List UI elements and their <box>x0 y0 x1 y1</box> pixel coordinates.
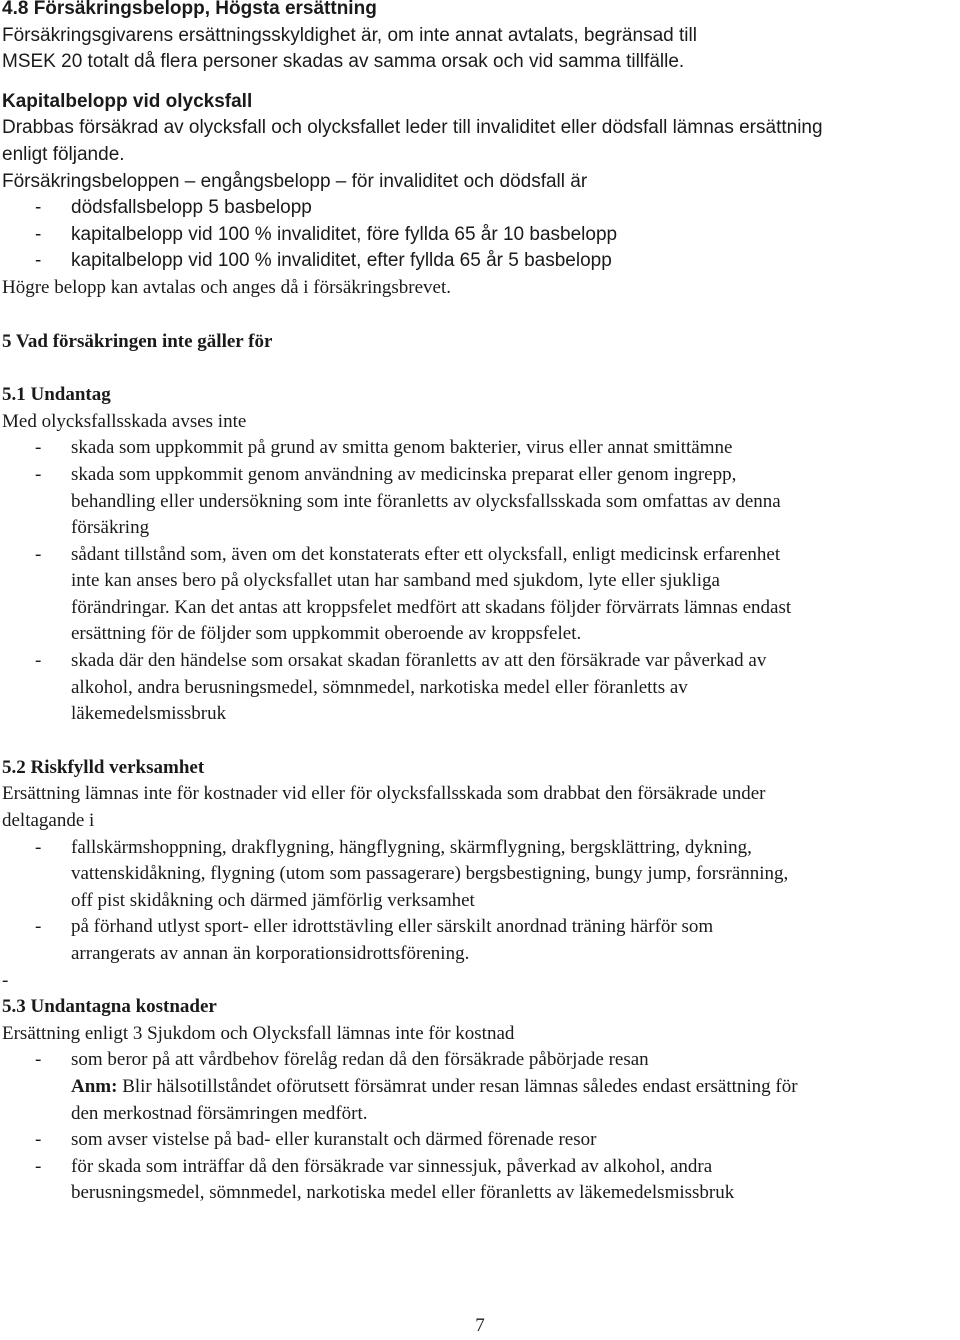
list-marker: - <box>35 250 42 272</box>
list-marker: - <box>35 916 42 938</box>
list-item-text: arrangerats av annan än korporationsidrottsförening. <box>71 943 470 964</box>
list-marker: - <box>35 543 42 565</box>
list-item-text: alkohol, andra berusningsmedel, sömnmedel, narkotiska medel eller föranletts av <box>71 676 688 698</box>
list-item <box>2 914 958 967</box>
paragraph-line: Högre belopp kan avtalas och anges då i försäkringsbrevet. <box>2 276 451 298</box>
list-item-text: försäkring <box>71 517 150 539</box>
note-label: Anm: <box>71 1075 118 1097</box>
list-marker: - <box>35 197 42 219</box>
note-line: den merkostnad försämringen medfört. <box>71 1102 368 1124</box>
list-item-text: kapitalbelopp vid 100 % invaliditet, efter fyllda 65 år 5 basbelopp <box>71 250 612 272</box>
list-item-text: behandling eller undersökning som inte föranletts av olycksfallsskada som omfattas av denna <box>71 490 781 512</box>
list-item <box>2 195 958 222</box>
list-item-text: på förhand utlyst sport- eller idrottstävling eller särskilt anordnad träning härför som <box>71 916 714 938</box>
section-heading-kapitalbelopp: Kapitalbelopp vid olycksfall <box>2 90 253 112</box>
list-marker: - <box>35 223 42 245</box>
paragraph-line: Försäkringsbeloppen – engångsbelopp – för invaliditet och dödsfall är <box>2 170 588 192</box>
list-item <box>2 835 958 915</box>
note-line <box>71 1074 958 1101</box>
page-number: 7 <box>475 1315 485 1336</box>
trailing-dash: - <box>2 969 9 991</box>
list-item <box>2 222 958 249</box>
list-item-text: läkemedelsmissbruk <box>71 703 227 725</box>
list-item-text: för skada som inträffar då den försäkrade var sinnessjuk, påverkad av alkohol, andra <box>71 1155 713 1177</box>
list-item-text: ersättning för de följder som uppkommit oberoende av kroppsfelet. <box>71 623 582 645</box>
list-marker: - <box>35 1129 42 1151</box>
list-item-text: förändringar. Kan det antas att kroppsfelet medfört att skadans följder förvärrats lämnas endast <box>71 596 792 618</box>
list-item-text: fallskärmshoppning, drakflygning, hängflygning, skärmflygning, bergsklättring, dykning, <box>71 836 752 858</box>
list-item <box>2 435 958 462</box>
paragraph-line: Drabbas försäkrad av olycksfall och olycksfallet leder till invaliditet eller dödsfall lämnas ersättning <box>2 117 823 139</box>
list-item-text: som beror på att vårdbehov förelåg redan då den försäkrade påbörjade resan <box>71 1049 649 1071</box>
list-item-text: off pist skidåkning och därmed jämförlig verksamhet <box>71 889 475 911</box>
list-item-text: skada där den händelse som orsakat skadan föranletts av att den försäkrade var påverkad av <box>71 650 767 672</box>
section-heading-5: 5 Vad försäkringen inte gäller för <box>2 330 273 352</box>
list-item <box>2 462 958 542</box>
list-item <box>2 648 958 728</box>
section-heading-5-1: 5.1 Undantag <box>2 384 111 406</box>
list-item-text: berusningsmedel, sömnmedel, narkotiska medel eller föranletts av läkemedelsmissbruk <box>71 1182 735 1204</box>
list-item-text: skada som uppkommit på grund av smitta genom bakterier, virus eller annat smittämne <box>71 437 733 459</box>
document-page <box>2 0 958 1207</box>
list-item-text: sådant tillstånd som, även om det konstaterats efter ett olycksfall, enligt medicinsk erfarenhet <box>71 543 781 565</box>
list-item <box>2 1154 958 1207</box>
section-heading-5-3: 5.3 Undantagna kostnader <box>2 996 217 1018</box>
list-item <box>2 1047 958 1127</box>
list-item-text: som avser vistelse på bad- eller kuranstalt och därmed förenade resor <box>71 1129 597 1151</box>
list-item-text: kapitalbelopp vid 100 % invaliditet, före fyllda 65 år 10 basbelopp <box>71 223 618 245</box>
list-item-text: skada som uppkommit genom användning av medicinska preparat eller genom ingrepp, <box>71 463 737 485</box>
list-item-text: inte kan anses bero på olycksfallet utan har samband med sjukdom, lyte eller sjukliga <box>71 570 720 592</box>
list-marker: - <box>35 437 42 459</box>
list-item <box>2 1127 958 1154</box>
paragraph-line: enligt följande. <box>2 143 125 165</box>
list-marker: - <box>35 1155 42 1177</box>
paragraph-line: Med olycksfallsskada avses inte <box>2 410 247 432</box>
list-item <box>2 248 958 275</box>
list-item-text: dödsfallsbelopp 5 basbelopp <box>71 197 312 219</box>
paragraph-line: deltagande i <box>2 810 95 832</box>
paragraph-line: Försäkringsgivarens ersättningsskyldighet är, om inte annat avtalats, begränsad till <box>2 24 697 46</box>
section-heading-5-2: 5.2 Riskfylld verksamhet <box>2 756 205 778</box>
paragraph-line: MSEK 20 totalt då flera personer skadas av samma orsak och vid samma tillfälle. <box>2 51 685 73</box>
paragraph-line: Ersättning lämnas inte för kostnader vid eller för olycksfallsskada som drabbat den försäkrade under <box>2 783 766 805</box>
list-item-text: vattenskidåkning, flygning (utom som passagerare) bergsbestigning, bungy jump, forsränning, <box>71 863 789 885</box>
list-marker: - <box>35 1049 42 1071</box>
paragraph-line: Ersättning enligt 3 Sjukdom och Olycksfall lämnas inte för kostnad <box>2 1022 515 1044</box>
note-text: Blir hälsotillståndet oförutsett försämrat under resan lämnas således endast ersättning för <box>117 1075 798 1097</box>
list-marker: - <box>35 650 42 672</box>
list-item <box>2 542 958 648</box>
list-marker: - <box>35 463 42 485</box>
list-marker: - <box>35 836 42 858</box>
section-heading-4-8: 4.8 Försäkringsbelopp, Högsta ersättning <box>2 0 377 19</box>
